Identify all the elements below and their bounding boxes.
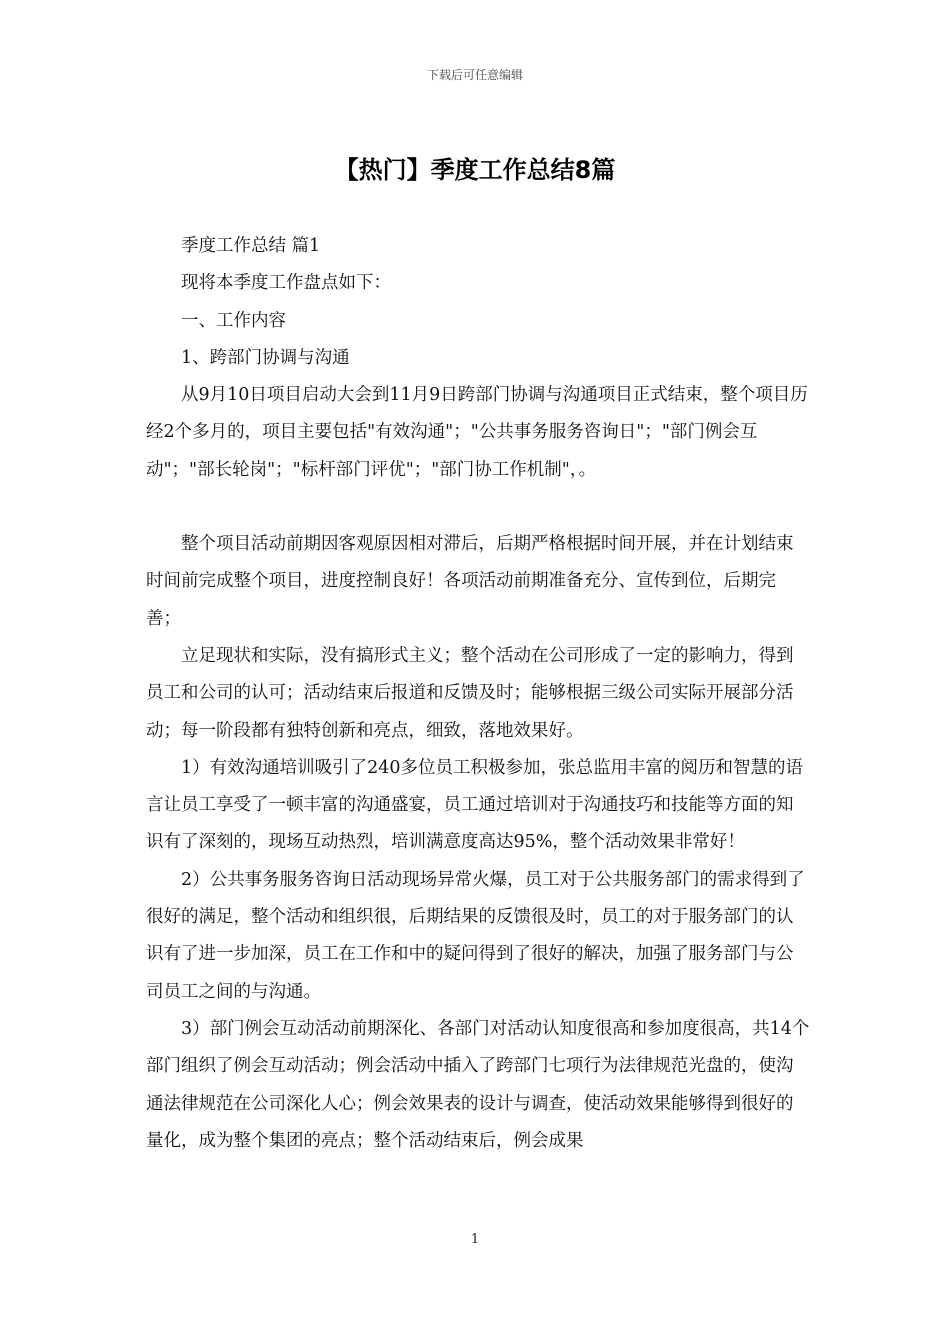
blank-line (146, 489, 810, 526)
paragraph: 整个项目活动前期因客观原因相对滞后，后期严格根据时间开展，并在计划结束时间前完成整个项目，进度控制良好！各项活动前期准备充分、宣传到位，后期完善； (146, 534, 794, 629)
paragraph: 从9月10日项目启动大会到11月9日跨部门协调与沟通项目正式结束，整个项目历经2个多月的，项目主要包括"有效沟通"；"公共事务服务咨询日"；"部门例会互动"；"部长轮岗"；"标杆部门评优"；"部门协工作机制"，。 (146, 385, 808, 480)
header-note: 下载后可任意编辑 (426, 68, 523, 82)
item-heading: 1、跨部门协调与沟通 (181, 347, 350, 368)
paragraph: 立足现状和实际，没有搞形式主义；整个活动在公司形成了一定的影响力，得到员工和公司的认可；活动结束后报道和反馈及时；能够根据三级公司实际开展部分活动；每一阶段都有独特创新和亮点，细致，落地效果好。 (146, 645, 794, 741)
paragraph: 1）有效沟通培训吸引了240多位员工积极参加，张总监用丰富的阅历和智慧的语言让员工享受了一顿丰富的沟通盛宴，员工通过培训对于沟通技巧和技能等方面的知识有了深刻的，现场互动热烈，培训满意度高达95%，整个活动效果非常好！ (146, 757, 804, 853)
intro-line: 现将本季度工作盘点如下： (181, 273, 391, 294)
paragraph: 2）公共事务服务咨询日活动现场异常火爆，员工对于公共服务部门的需求得到了很好的满足，整个活动和组织很，后期结果的反馈很及时，员工的对于服务部门的认识有了进一步加深，员工在工作和中的疑问得到了很好的解决，加强了服务部门与公司员工之间的与沟通。 (146, 869, 805, 1002)
document-title: 【热门】季度工作总结8篇 (334, 156, 616, 184)
page-number: 1 (470, 1232, 480, 1247)
paragraph: 3）部门例会互动活动前期深化、各部门对活动认知度很高和参加度很高，共14个部门组织了例会互动活动；例会活动中插入了跨部门七项行为法律规范光盘的，使沟通法律规范在公司深化人心；例会效果表的设计与调查，使活动效果能够得到很好的量化，成为整个集团的亮点；整个活动结束后，例会成果 (146, 1018, 810, 1151)
subsection-heading: 一、工作内容 (181, 310, 286, 331)
section-heading: 季度工作总结 篇1 (181, 236, 321, 256)
document-body (146, 228, 810, 1160)
